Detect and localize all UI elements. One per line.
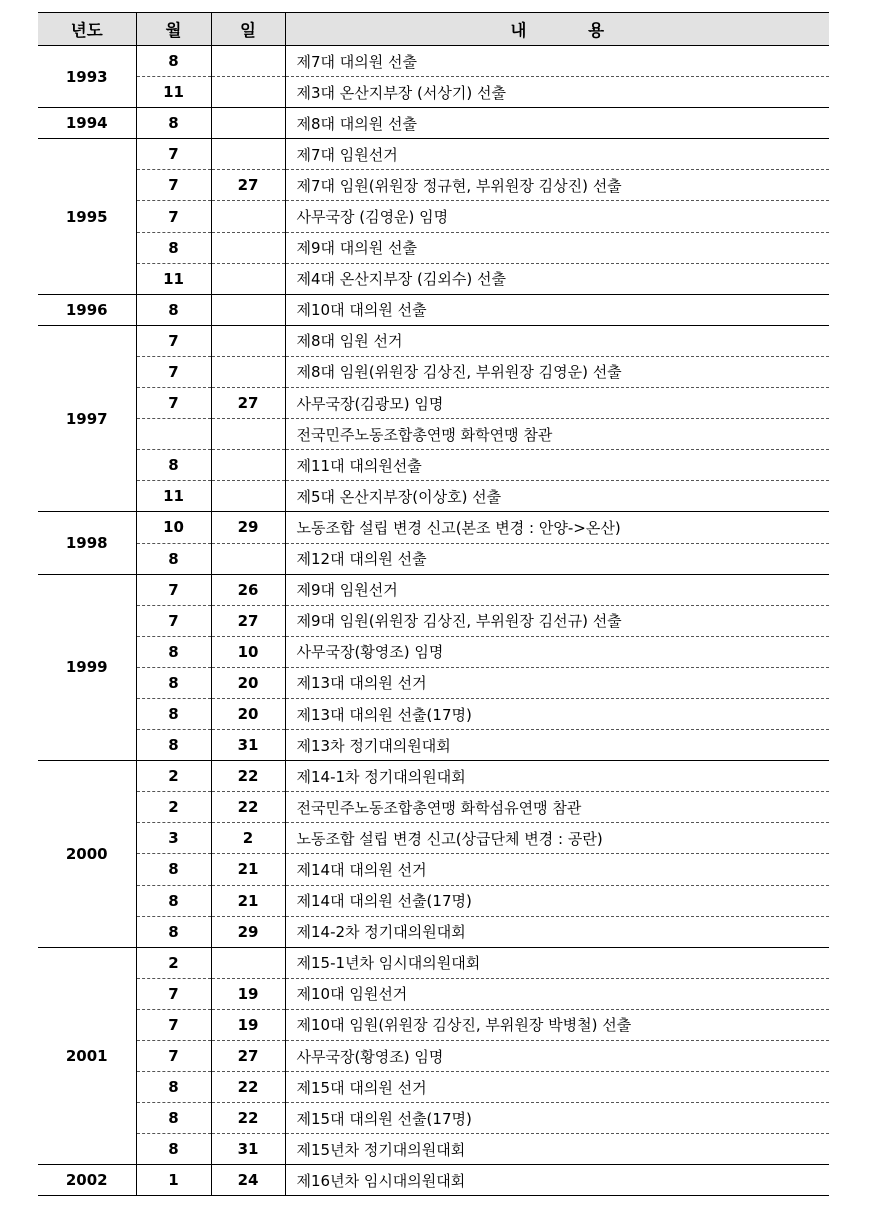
- content-cell: 제15대 대의원 선출(17명): [285, 1103, 829, 1134]
- table-row: [38, 294, 829, 325]
- month-cell: 7: [136, 1041, 211, 1072]
- content-cell: 제14대 대의원 선출(17명): [285, 885, 829, 916]
- content-cell: 사무국장(황영조) 임명: [285, 1041, 829, 1072]
- table-row: [38, 108, 829, 139]
- month-cell: 2: [136, 947, 211, 978]
- day-cell: [211, 201, 285, 232]
- month-cell: 8: [136, 108, 211, 139]
- history-table: [38, 12, 829, 1196]
- day-cell: 29: [211, 916, 285, 947]
- content-cell: 제5대 온산지부장(이상호) 선출: [285, 481, 829, 512]
- table-row: [38, 77, 829, 108]
- month-cell: 7: [136, 1009, 211, 1040]
- day-cell: 19: [211, 1009, 285, 1040]
- month-cell: 8: [136, 543, 211, 574]
- month-cell: 11: [136, 77, 211, 108]
- day-cell: 22: [211, 1072, 285, 1103]
- content-cell: 제15대 대의원 선거: [285, 1072, 829, 1103]
- day-cell: 2: [211, 823, 285, 854]
- month-cell: 10: [136, 512, 211, 543]
- month-cell: 11: [136, 481, 211, 512]
- month-cell: 7: [136, 139, 211, 170]
- day-cell: [211, 263, 285, 294]
- content-cell: 제10대 임원선거: [285, 978, 829, 1009]
- content-cell: 사무국장(김광모) 임명: [285, 388, 829, 419]
- table-row: [38, 916, 829, 947]
- day-cell: [211, 947, 285, 978]
- year-cell: 1993: [38, 46, 136, 108]
- day-cell: 31: [211, 1134, 285, 1165]
- content-cell: 제7대 임원(위원장 정규현, 부위원장 김상진) 선출: [285, 170, 829, 201]
- content-cell: 제7대 대의원 선출: [285, 46, 829, 77]
- content-cell: 사무국장(황영조) 임명: [285, 636, 829, 667]
- header-year: 년도: [38, 13, 136, 46]
- table-row: [38, 139, 829, 170]
- month-cell: 7: [136, 201, 211, 232]
- month-cell: 8: [136, 636, 211, 667]
- day-cell: [211, 294, 285, 325]
- content-cell: 제15-1년차 임시대의원대회: [285, 947, 829, 978]
- content-cell: 제9대 대의원 선출: [285, 232, 829, 263]
- day-cell: [211, 232, 285, 263]
- year-cell: 1995: [38, 139, 136, 294]
- day-cell: 27: [211, 605, 285, 636]
- month-cell: 8: [136, 698, 211, 729]
- day-cell: 10: [211, 636, 285, 667]
- table-row: [38, 947, 829, 978]
- day-cell: [211, 481, 285, 512]
- day-cell: [211, 450, 285, 481]
- day-cell: 24: [211, 1165, 285, 1196]
- month-cell: 8: [136, 730, 211, 761]
- year-cell: 1997: [38, 325, 136, 512]
- table-row: [38, 636, 829, 667]
- table-row: [38, 854, 829, 885]
- content-cell: 제15년차 정기대의원대회: [285, 1134, 829, 1165]
- content-cell: 제4대 온산지부장 (김외수) 선출: [285, 263, 829, 294]
- year-cell: 2000: [38, 761, 136, 948]
- content-cell: 제11대 대의원선출: [285, 450, 829, 481]
- table-row: [38, 574, 829, 605]
- day-cell: 20: [211, 698, 285, 729]
- table-row: [38, 1041, 829, 1072]
- content-cell: 전국민주노동조합총연맹 화학연맹 참관: [285, 419, 829, 450]
- table-row: [38, 232, 829, 263]
- content-cell: 제10대 대의원 선출: [285, 294, 829, 325]
- year-cell: 1999: [38, 574, 136, 761]
- history-body: [38, 46, 829, 1196]
- content-cell: 제12대 대의원 선출: [285, 543, 829, 574]
- day-cell: [211, 543, 285, 574]
- day-cell: 27: [211, 1041, 285, 1072]
- table-row: [38, 170, 829, 201]
- table-row: [38, 698, 829, 729]
- month-cell: 8: [136, 1134, 211, 1165]
- day-cell: 27: [211, 388, 285, 419]
- content-cell: 제8대 임원(위원장 김상진, 부위원장 김영운) 선출: [285, 356, 829, 387]
- year-cell: 1994: [38, 108, 136, 139]
- month-cell: 8: [136, 854, 211, 885]
- table-row: [38, 512, 829, 543]
- day-cell: [211, 139, 285, 170]
- content-cell: 제8대 임원 선거: [285, 325, 829, 356]
- day-cell: 22: [211, 761, 285, 792]
- content-cell: 제13대 대의원 선출(17명): [285, 698, 829, 729]
- content-cell: 제3대 온산지부장 (서상기) 선출: [285, 77, 829, 108]
- table-row: [38, 1103, 829, 1134]
- month-cell: 8: [136, 46, 211, 77]
- header-content-label: 내 용: [510, 21, 633, 40]
- table-row: [38, 667, 829, 698]
- day-cell: 29: [211, 512, 285, 543]
- content-cell: 노동조합 설립 변경 신고(상급단체 변경 : 공란): [285, 823, 829, 854]
- month-cell: 7: [136, 325, 211, 356]
- day-cell: [211, 356, 285, 387]
- table-row: [38, 388, 829, 419]
- year-cell: 1998: [38, 512, 136, 574]
- header-content: [285, 13, 829, 46]
- table-row: [38, 1134, 829, 1165]
- month-cell: 7: [136, 978, 211, 1009]
- day-cell: 22: [211, 792, 285, 823]
- header-month: 월: [136, 13, 211, 46]
- day-cell: 19: [211, 978, 285, 1009]
- day-cell: 21: [211, 885, 285, 916]
- content-cell: 제14-1차 정기대의원대회: [285, 761, 829, 792]
- day-cell: [211, 46, 285, 77]
- month-cell: 8: [136, 1072, 211, 1103]
- table-row: [38, 605, 829, 636]
- month-cell: 8: [136, 232, 211, 263]
- month-cell: 7: [136, 170, 211, 201]
- content-cell: 전국민주노동조합총연맹 화학섬유연맹 참관: [285, 792, 829, 823]
- table-row: [38, 419, 829, 450]
- month-cell: 8: [136, 450, 211, 481]
- day-cell: 22: [211, 1103, 285, 1134]
- day-cell: 31: [211, 730, 285, 761]
- year-cell: 2001: [38, 947, 136, 1165]
- month-cell: [136, 419, 211, 450]
- month-cell: 8: [136, 916, 211, 947]
- table-row: [38, 356, 829, 387]
- content-cell: 제9대 임원선거: [285, 574, 829, 605]
- month-cell: 2: [136, 761, 211, 792]
- day-cell: [211, 77, 285, 108]
- content-cell: 제10대 임원(위원장 김상진, 부위원장 박병철) 선출: [285, 1009, 829, 1040]
- table-row: [38, 46, 829, 77]
- table-row: [38, 201, 829, 232]
- day-cell: [211, 108, 285, 139]
- table-row: [38, 481, 829, 512]
- content-cell: 제14대 대의원 선거: [285, 854, 829, 885]
- day-cell: 21: [211, 854, 285, 885]
- content-cell: 제9대 임원(위원장 김상진, 부위원장 김선규) 선출: [285, 605, 829, 636]
- table-row: [38, 1009, 829, 1040]
- month-cell: 8: [136, 667, 211, 698]
- content-cell: 제16년차 임시대의원대회: [285, 1165, 829, 1196]
- table-row: [38, 885, 829, 916]
- header-row: [38, 13, 829, 46]
- table-row: [38, 1072, 829, 1103]
- year-cell: 1996: [38, 294, 136, 325]
- month-cell: 8: [136, 1103, 211, 1134]
- month-cell: 2: [136, 792, 211, 823]
- table-row: [38, 730, 829, 761]
- month-cell: 7: [136, 605, 211, 636]
- table-row: [38, 1165, 829, 1196]
- content-cell: 사무국장 (김영운) 임명: [285, 201, 829, 232]
- day-cell: 26: [211, 574, 285, 605]
- year-cell: 2002: [38, 1165, 136, 1196]
- content-cell: 제14-2차 정기대의원대회: [285, 916, 829, 947]
- content-cell: 노동조합 설립 변경 신고(본조 변경 : 안양->온산): [285, 512, 829, 543]
- table-row: [38, 761, 829, 792]
- table-row: [38, 978, 829, 1009]
- day-cell: [211, 419, 285, 450]
- month-cell: 8: [136, 885, 211, 916]
- table-row: [38, 823, 829, 854]
- month-cell: 11: [136, 263, 211, 294]
- content-cell: 제13대 대의원 선거: [285, 667, 829, 698]
- month-cell: 7: [136, 356, 211, 387]
- day-cell: 20: [211, 667, 285, 698]
- month-cell: 7: [136, 574, 211, 605]
- table-row: [38, 263, 829, 294]
- month-cell: 3: [136, 823, 211, 854]
- content-cell: 제8대 대의원 선출: [285, 108, 829, 139]
- day-cell: [211, 325, 285, 356]
- table-row: [38, 325, 829, 356]
- month-cell: 1: [136, 1165, 211, 1196]
- history-table-container: [38, 12, 829, 1196]
- month-cell: 8: [136, 294, 211, 325]
- content-cell: 제13차 정기대의원대회: [285, 730, 829, 761]
- day-cell: 27: [211, 170, 285, 201]
- month-cell: 7: [136, 388, 211, 419]
- header-day: 일: [211, 13, 285, 46]
- table-row: [38, 450, 829, 481]
- content-cell: 제7대 임원선거: [285, 139, 829, 170]
- table-row: [38, 543, 829, 574]
- table-row: [38, 792, 829, 823]
